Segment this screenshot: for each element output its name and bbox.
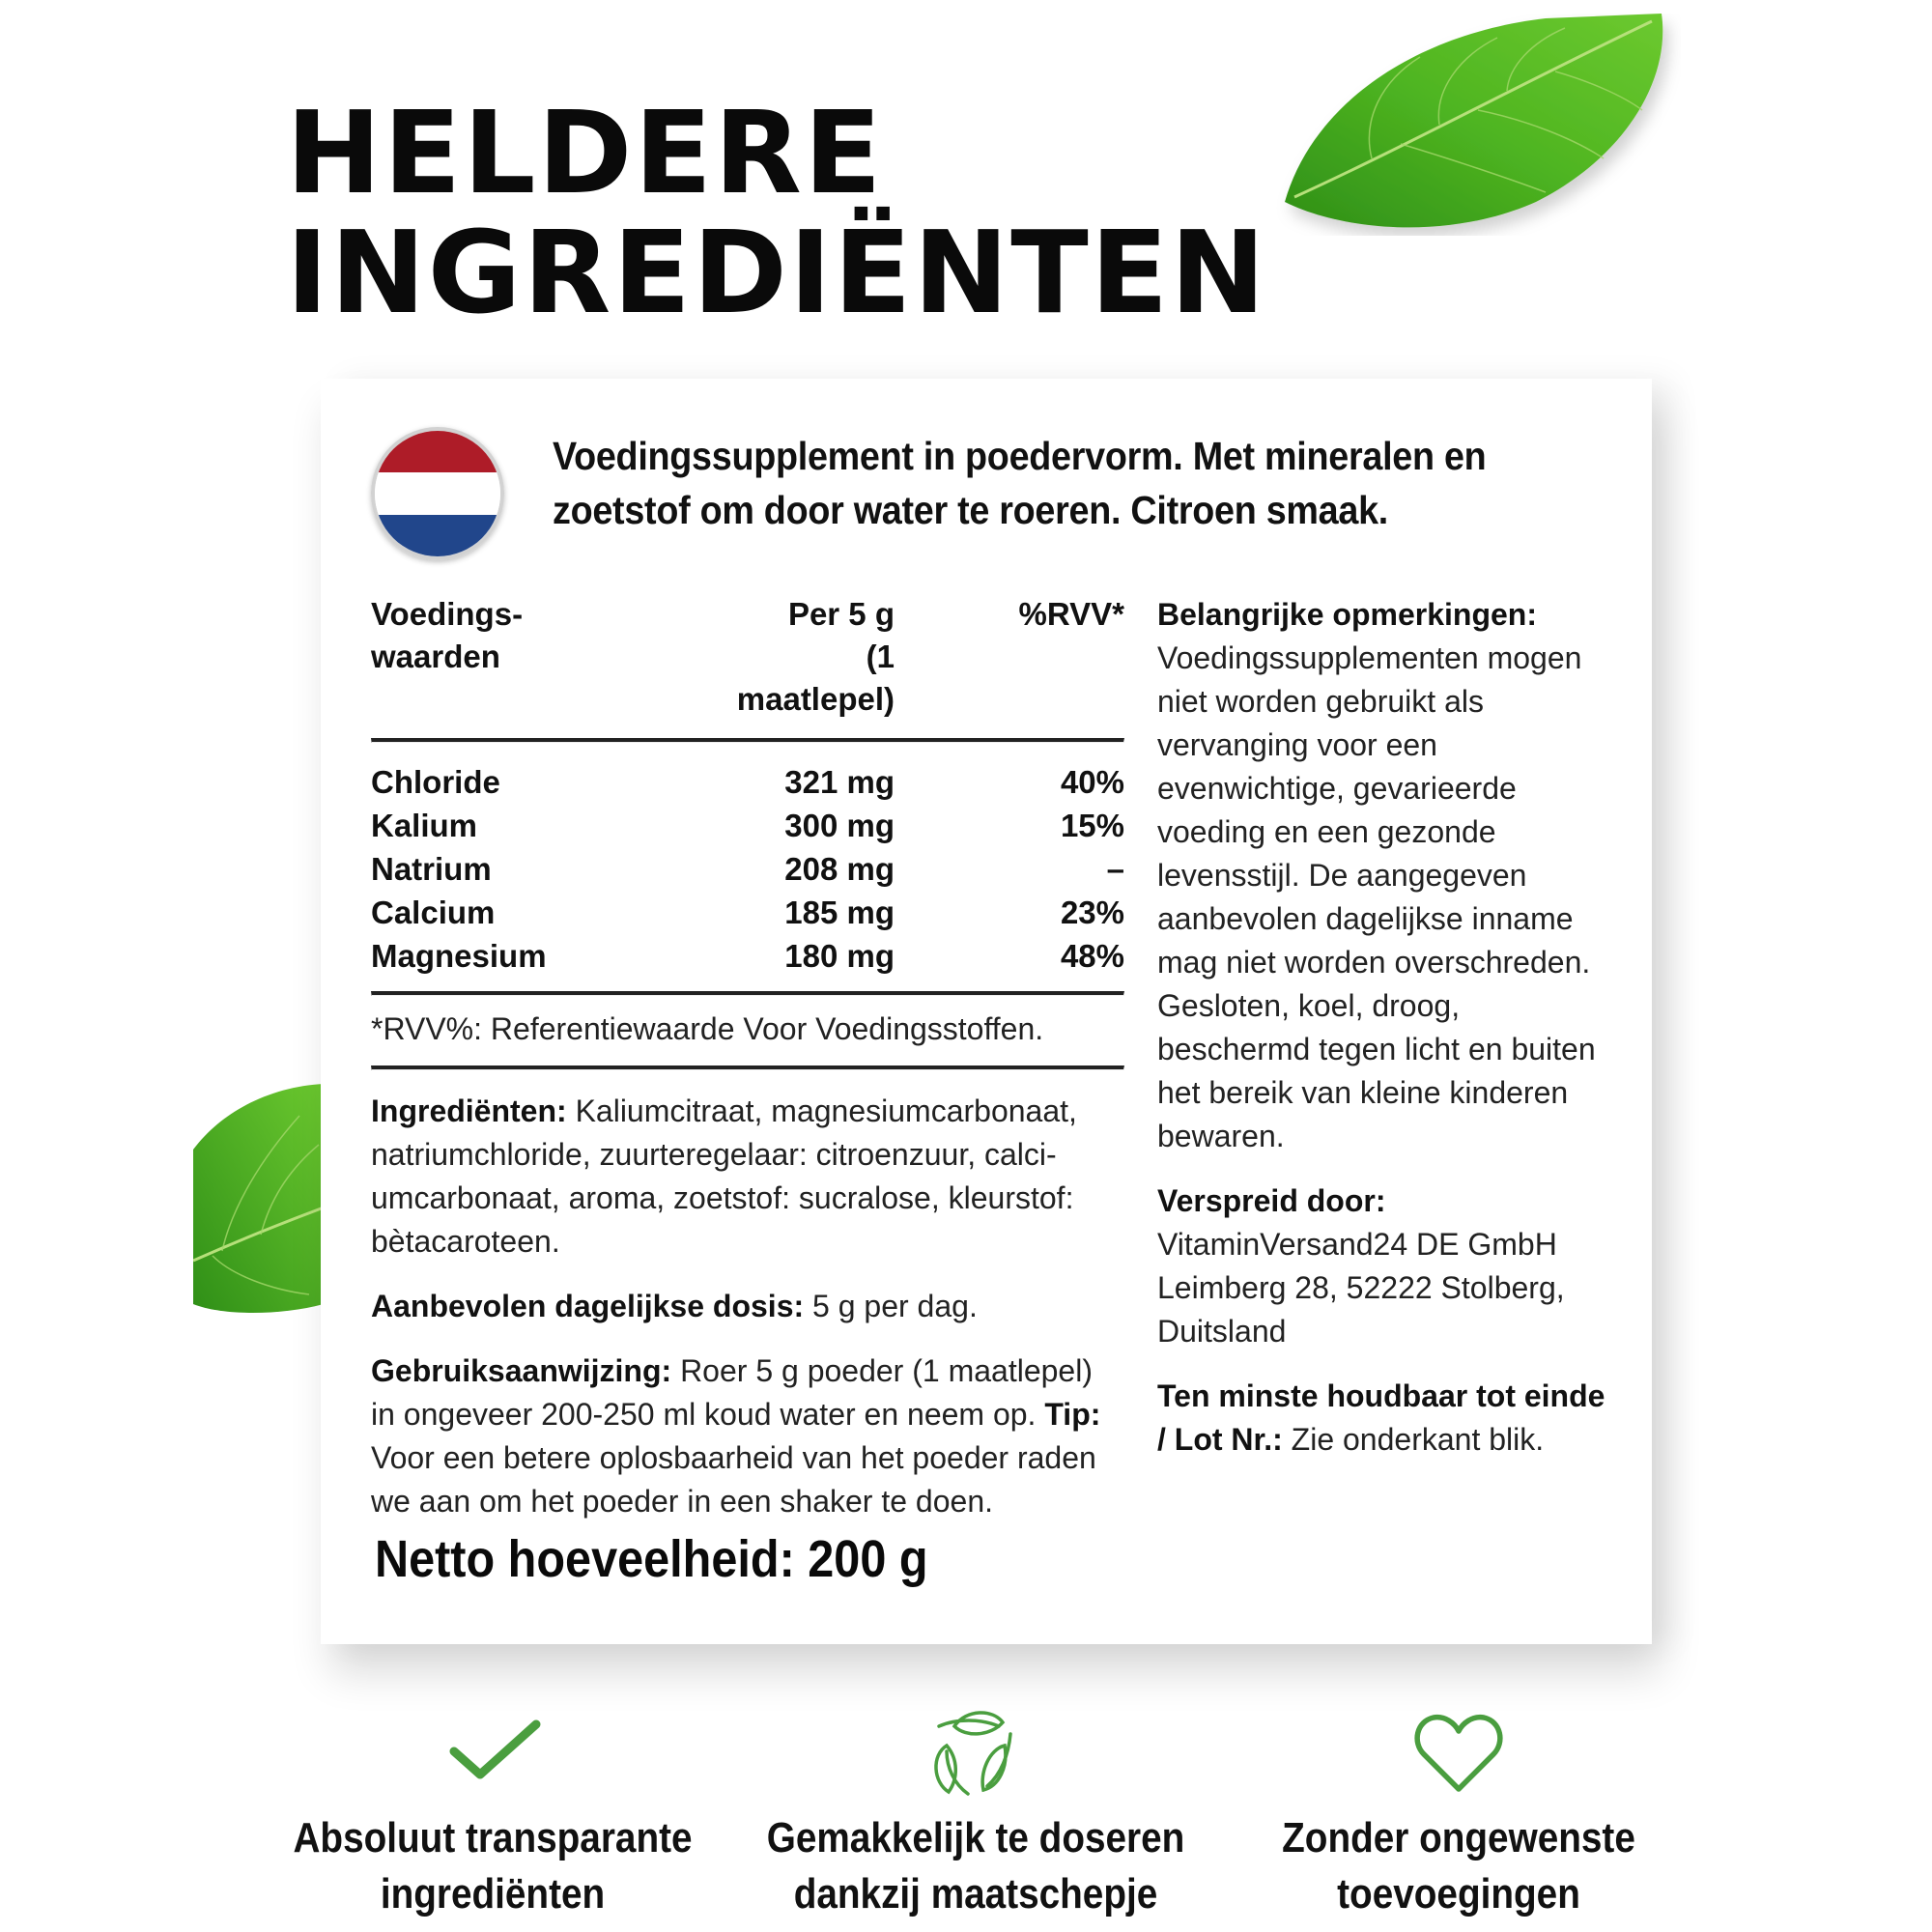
- best-before-info: Ten minste houdbaar tot einde / Lot Nr.: Zie onderkant blik.: [1157, 1378, 1605, 1457]
- daily-dose-text: Aanbevolen dagelijkse dosis: 5 g per dag.: [371, 1289, 978, 1323]
- usage-text: Gebruiksaanwijzing: Roer 5 g poeder (1 maatlepel) in ongeveer 200-250 ml koud water en neem op. Tip: Voor een betere oplosbaarheid van het poeder raden we aan om het poeder in een shaker te doen.: [371, 1353, 1101, 1519]
- recycle-leaves-icon: [734, 1700, 1217, 1806]
- leaf-top-right-image: [1256, 14, 1681, 236]
- nutrition-table-body: [371, 743, 1124, 991]
- right-column: [1157, 593, 1621, 1483]
- feature-transparent-ingredients: Absoluut transparante ingrediënten: [251, 1700, 734, 1922]
- distributor-info: Verspreid door: VitaminVersand24 DE GmbH Leimberg 28, 52222 Stolberg, Duitsland: [1157, 1183, 1565, 1349]
- heart-icon: [1217, 1700, 1700, 1806]
- netherlands-flag-icon: [371, 427, 504, 560]
- feature-easy-dosing: Gemakkelijk te doseren dankzij maatschepje: [734, 1700, 1217, 1922]
- left-column: [371, 593, 1124, 1545]
- rvv-footnote: *RVV%: Referentiewaarde Voor Voedingsstoffen.: [371, 1011, 1044, 1046]
- section-divider: [371, 1065, 1124, 1070]
- table-row: Kalium 300 mg 15%: [371, 808, 1124, 843]
- table-row: Natrium 208 mg –: [371, 851, 1124, 887]
- header-rvv: %RVV*: [1018, 596, 1124, 632]
- checkmark-icon: [251, 1700, 734, 1806]
- important-notes: Belangrijke opmerkingen: Voedingssupplementen mogen niet worden gebruikt als vervanging voor een evenwichtige, gevarieerde voeding en een gezonde levensstijl. De aangegeven aanbevolen dagelijkse inname mag niet worden overschreden. Gesloten, koel, droog, beschermd tegen licht en buiten het bereik van kleine kinderen bewaren.: [1157, 597, 1596, 1153]
- feature-no-additives: Zonder ongewenste toevoegingen: [1217, 1700, 1700, 1922]
- feature-list: [251, 1700, 1700, 1922]
- header-nutrient: Voedings- waarden: [371, 596, 524, 674]
- page-title-line1: HELDERE: [286, 86, 884, 219]
- ingredient-label-card: [321, 379, 1652, 1644]
- product-description: Voedingssupplement in poedervorm. Met mineralen en zoetstof om door water te roeren. Citroen smaak.: [553, 434, 1487, 532]
- table-row: Chloride 321 mg 40%: [371, 764, 1124, 800]
- page-title-line2: INGREDIËNTEN: [286, 206, 1268, 339]
- table-row: Calcium 185 mg 23%: [371, 895, 1124, 930]
- header-amount: Per 5 g (1 maatlepel): [736, 596, 895, 717]
- table-row: Magnesium 180 mg 48%: [371, 938, 1124, 974]
- net-quantity: Netto hoeveelheid: 200 g: [375, 1530, 928, 1588]
- nutrition-table-header: [371, 593, 1124, 721]
- page-title: [286, 86, 1268, 339]
- ingredients-text: Ingrediënten: Kaliumcitraat, magnesiumcarbonaat, natriumchloride, zuurteregelaar: citroenzuur, calci-umcarbonaat, aroma, zoetstof: sucralose, kleurstof: bètacaroteen.: [371, 1094, 1077, 1259]
- leaf-left-image: [193, 1063, 324, 1333]
